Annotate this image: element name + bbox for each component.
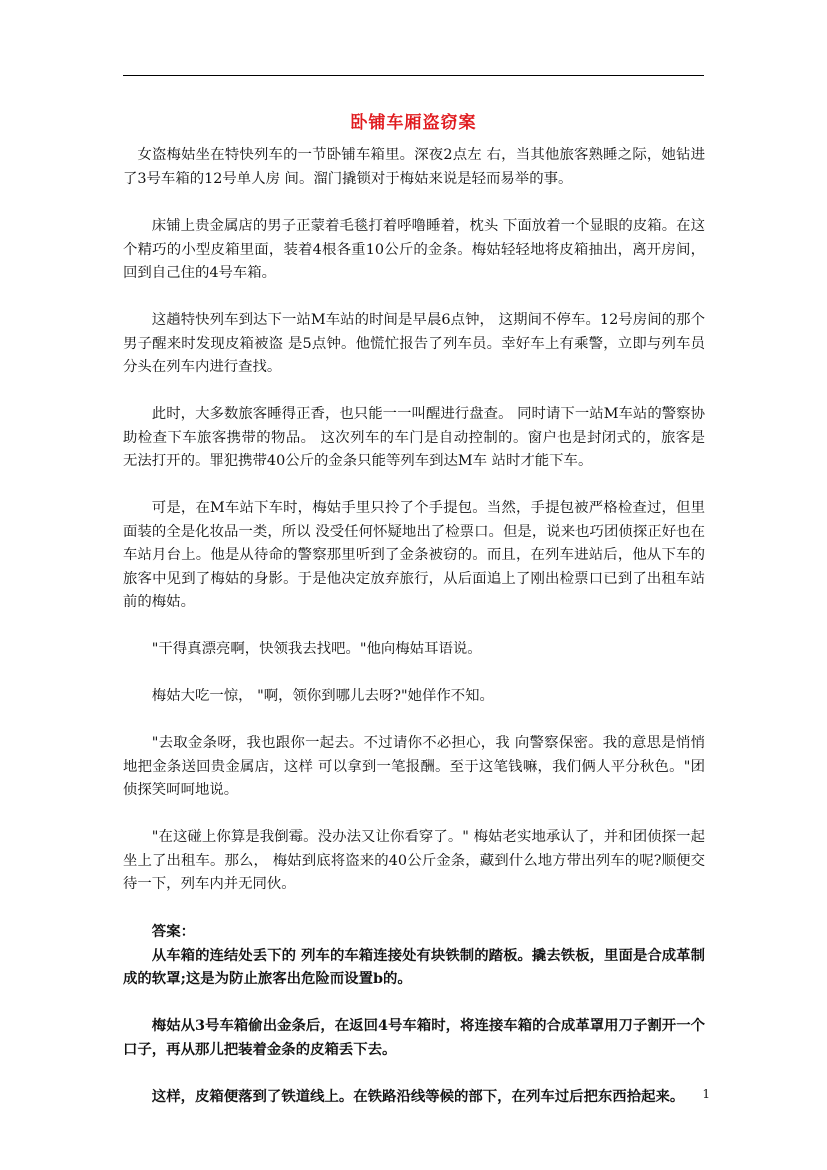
header-rule xyxy=(123,75,704,76)
answer-paragraph-1: 从车箱的连结处丢下的 列车的车箱连接处有块铁制的踏板。撬去铁板，里面是合成革制成的软罩;这是为防止旅客出危险而设置b的。 xyxy=(123,946,705,987)
answer-paragraph-2: 梅姑从3号车箱偷出金条后，在返回4号车箱时，将连接车箱的合成革罩用刀子割开一个口子，再从那儿把装着金条的皮箱丢下去。 xyxy=(123,1017,705,1058)
paragraph-3: 这趟特快列车到达下一站M车站的时间是早晨6点钟， 这期间不停车。12号房间的那个男子醒来时发现皮箱被盗 是5点钟。他慌忙报告了列车员。幸好车上有乘警，立即与列车员分头在列车内进行查找。 xyxy=(123,312,705,375)
answer-section xyxy=(123,920,705,1108)
document-title: 卧铺车厢盗窃案 xyxy=(350,113,477,133)
paragraph-7: 梅姑大吃一惊， "啊，领你到哪儿去呀?"她佯作不知。 xyxy=(151,688,494,704)
paragraph-2: 床铺上贵金属店的男子正蒙着毛毯打着呼噜睡着，枕头 下面放着一个显眼的皮箱。在这个精巧的小型皮箱里面，装着4根各重10公斤的金条。梅姑轻轻地将皮箱抽出，离开房间，回到自己住的4号车箱。 xyxy=(123,218,705,281)
document-body xyxy=(123,144,705,1132)
answer-paragraph-3: 这样，皮箱便落到了铁道线上。在铁路沿线等候的部下，在列车过后把东西拾起来。 xyxy=(151,1087,685,1105)
paragraph-4: 此时，大多数旅客睡得正香，也只能一一叫醒进行盘查。 同时请下一站M车站的警察协助检查下车旅客携带的物品。 这次列车的车门是自动控制的。窗户也是封闭式的，旅客是 无法打开的。罪犯携带40公斤的金条只能等列车到达M车 站时才能下车。 xyxy=(123,406,705,469)
page-number: 1 xyxy=(702,1087,710,1101)
paragraph-6: "干得真漂亮啊，快领我去找吧。"他向梅姑耳语说。 xyxy=(151,641,482,657)
paragraph-9: "在这碰上你算是我倒霉。没办法又让你看穿了。" 梅姑老实地承认了，并和团侦探一起坐上了出租车。那么， 梅姑到底将盗来的40公斤金条，藏到什么地方带出列车的呢?顺便交待一下，列车内并无同伙。 xyxy=(123,829,705,892)
paragraph-1: 女盗梅姑坐在特快列车的一节卧铺车箱里。深夜2点左 右，当其他旅客熟睡之际，她钻进了3号车箱的12号单人房 间。溜门撬锁对于梅姑来说是轻而易举的事。 xyxy=(123,147,705,187)
answer-label: 答案： xyxy=(151,923,195,940)
paragraph-8: "去取金条呀，我也跟你一起去。不过请你不必担心，我 向警察保密。我的意思是悄悄地把金条送回贵金属店，这样 可以拿到一笔报酬。至于这笔钱嘛，我们俩人平分秋色。"团侦探笑呵呵地说。 xyxy=(123,735,705,798)
paragraph-5: 可是，在M车站下车时，梅姑手里只拎了个手提包。当然，手提包被严格检查过，但里面装的全是化妆品一类，所以 没受任何怀疑地出了检票口。但是，说来也巧团侦探正好也在车站月台上。他是从待命的警察那里听到了金条被窃的。而且，在列车进站后，他从下车的旅客中见到了梅姑的身影。于是他决定放弃旅行，从后面追上了刚出检票口已到了出租车站前的梅姑。 xyxy=(123,500,705,610)
